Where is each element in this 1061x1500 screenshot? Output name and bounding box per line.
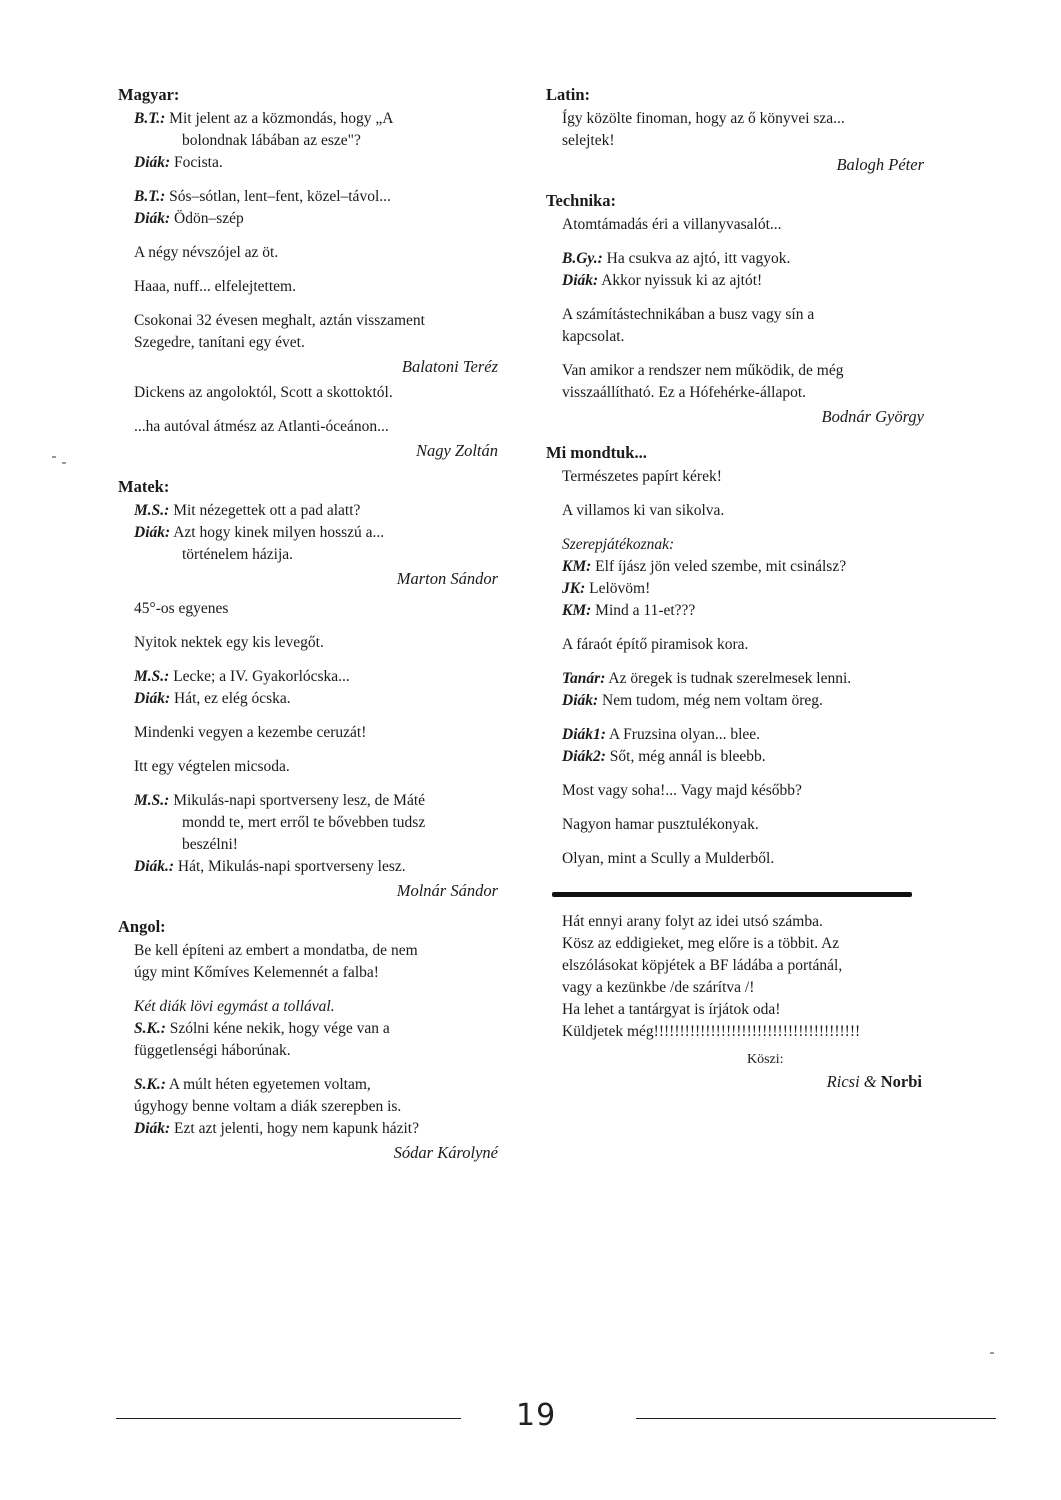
entry-line: Így közölte finoman, hogy az ő könyvei sza... [562,110,845,127]
speaker-label: Diák: [562,272,599,289]
entry-line [134,310,498,332]
closing-line: Küldjetek még!!!!!!!!!!!!!!!!!!!!!!!!!!!!!!!!!!!!!!!! [562,1023,861,1040]
entry [134,598,498,620]
speaker-label: B.Gy.: [562,250,603,267]
section-heading: Mi mondtuk... [546,443,647,462]
section-body [562,214,924,428]
entry-line [562,304,924,326]
line-text: Azt hogy kinek milyen hosszú a... [173,524,385,541]
closing-line: Hát ennyi arany folyt az idei utsó számba. [562,913,823,930]
line-text: Mindenki vegyen a kezembe ceruzát! [134,724,367,741]
section-latin [546,84,924,176]
entry-line [134,416,498,438]
footer-rule-left [116,1418,461,1419]
entry [562,534,924,622]
entry [562,304,924,348]
entry [562,248,924,292]
speaker-label: B.T.: [134,110,166,127]
speaker-label: B.T.: [134,188,166,205]
speaker-label: M.S.: [134,668,170,685]
entry-line [562,814,924,836]
line-text: Sőt, még annál is bleebb. [609,748,766,765]
line-text: visszaállítható. Ez a Hófehérke-állapot. [562,384,807,401]
line-text: Akkor nyissuk ki az ajtót! [601,272,763,289]
entry-line [562,360,924,382]
line-text: Az öregek is tudnak szerelmesek lenni. [608,670,852,687]
left-column [118,84,498,1164]
line-text: kapcsolat. [562,328,625,345]
line-text: Nem tudom, még nem voltam öreg. [602,692,823,709]
entry [562,634,924,656]
line-text: Haaa, nuff... elfelejtettem. [134,278,296,295]
line-text: Mind a 11-et??? [595,602,696,619]
section-heading: Technika: [546,191,616,210]
line-text: Szegedre, tanítani egy évet. [134,334,305,351]
closing-line: Ha lehet a tantárgyat is írjátok oda! [562,1001,781,1018]
speaker-label: M.S.: [134,502,170,519]
entry-line [562,214,924,236]
entry-line [562,248,924,270]
speaker-label: S.K.: [134,1020,166,1037]
section-body [134,108,498,462]
section-angol [118,916,498,1164]
speaker-label: Diák: [134,1120,171,1137]
entry [562,466,924,488]
entry-line [134,688,498,710]
entry-line [562,690,924,712]
entry-line [134,152,498,174]
signature-bold-name: Norbi [880,1072,922,1091]
entry [562,214,924,236]
entry-line [134,666,498,688]
section-heading: Angol: [118,917,166,936]
speaker-label: M.S.: [134,792,170,809]
author-signature: Molnár Sándor [396,881,498,900]
entry [134,310,498,354]
line-text: Nagyon hamar pusztulékonyak. [562,816,759,833]
section-magyar [118,84,498,462]
entry [134,790,498,878]
line-text: 45°-os egyenes [134,600,229,617]
entry-line [562,780,924,802]
entry [134,500,498,566]
stage-direction: Két diák lövi egymást a tollával. [134,998,335,1015]
line-text: A múlt héten egyetemen voltam, [168,1076,371,1093]
entry [134,996,498,1062]
speaker-label: Diák: [562,692,599,709]
section-heading: Latin: [546,85,591,104]
entry [134,722,498,744]
closing-line: vagy a kezünkbe /de szárítva /! [562,979,755,996]
line-text: Mit nézegettek ott a pad alatt? [173,502,361,519]
speaker-label: Diák1: [562,726,606,743]
line-text: Elf íjász jön veled szembe, mit csinálsz? [595,558,847,575]
line-text: Lecke; a IV. Gyakorlócska... [173,668,350,685]
entry-line [134,242,498,264]
line-text: A Fruzsina olyan... blee. [608,726,761,743]
line-text: úgyhogy benne voltam a diák szerepben is. [134,1098,402,1115]
entry [562,500,924,522]
entry [134,756,498,778]
author-signature: Balatoni Teréz [401,357,498,376]
line-text: Mikulás-napi sportverseny lesz, de Máté [173,792,426,809]
entry-line [134,940,498,962]
author-signature: Sódar Károlyné [393,1143,498,1162]
entry [134,1074,498,1140]
entry [562,814,924,836]
entry-line [562,724,924,746]
entry-line [134,1118,498,1140]
entry-line [562,382,924,404]
author-signature: Marton Sándor [396,569,498,588]
scan-mark [990,1352,994,1354]
line-text: Itt egy végtelen micsoda. [134,758,290,775]
line-text: A villamos ki van sikolva. [562,502,725,519]
closing-note [562,911,922,1093]
author-signature: Balogh Péter [836,155,924,174]
entry-line [134,1074,498,1096]
entry-line [134,382,498,404]
line-text: Most vagy soha!... Vagy majd később? [562,782,802,799]
line-text: Nyitok nektek egy kis levegőt. [134,634,324,651]
line-text: Atomtámadás éri a villanyvasalót... [562,216,782,233]
closing-line: elszólásokat köpjétek a BF ládába a portánál, [562,957,843,974]
entry [134,416,498,438]
line-continuation: mondd te, mert erről te bővebben tudsz [182,814,426,831]
entry-line [562,578,924,600]
closing-line: Kösz az eddigieket, meg előre is a többit. Az [562,935,840,952]
entry-line [562,556,924,578]
section-mi-mondtuk [546,442,924,870]
line-text: Mit jelent az a közmondás, hogy „A [169,110,394,127]
scan-mark [62,462,66,464]
entry-line [562,600,924,622]
speaker-label: Tanár: [562,670,606,687]
line-text: Ödön–szép [174,210,244,227]
entry [562,724,924,768]
line-continuation: történelem házija. [182,546,294,563]
closing-thanks: Köszi: [747,1052,784,1067]
divider-bar [552,892,912,897]
page-number: 19 [516,1398,557,1433]
entry-line [134,276,498,298]
speaker-label: Diák: [134,154,171,171]
entry-line: selejtek! [562,132,615,149]
right-column [546,84,924,1093]
line-text: Hát, ez elég ócska. [174,690,291,707]
section-body [134,500,498,902]
scan-mark [52,456,56,458]
section-technika [546,190,924,428]
line-text: Dickens az angoloktól, Scott a skottoktól. [134,384,393,401]
entry [134,276,498,298]
author-signature: Nagy Zoltán [415,441,498,460]
entry-line [562,668,924,690]
line-text: Ezt azt jelenti, hogy nem kapunk házit? [174,1120,419,1137]
speaker-label: KM: [562,602,592,619]
entry-line [134,856,498,878]
footer-rule-right [636,1418,996,1419]
line-text: Lelövöm! [589,580,651,597]
entry-line [134,332,498,354]
stage-direction: Szerepjátékoznak: [562,536,675,553]
entry [562,848,924,870]
line-text: A négy névszójel az öt. [134,244,279,261]
entry-line [134,108,498,130]
section-body [562,108,924,176]
line-text: A számítástechnikában a busz vagy sín a [562,306,815,323]
entry [134,666,498,710]
entry [562,668,924,712]
entry-line [134,632,498,654]
entry-line [562,270,924,292]
entry [134,632,498,654]
entry [134,242,498,264]
signature-names: Ricsi & [826,1072,877,1091]
entry-line [562,326,924,348]
line-text: Természetes papírt kérek! [562,468,722,485]
entry-line [134,1040,498,1062]
line-text: úgy mint Kőmíves Kelemennét a falba! [134,964,379,981]
line-text: függetlenségi háborúnak. [134,1042,291,1059]
line-text: Szólni kéne nekik, hogy vége van a [169,1020,390,1037]
line-text: Olyan, mint a Scully a Mulderből. [562,850,775,867]
line-text: Be kell építeni az embert a mondatba, de nem [134,942,418,959]
entry [134,940,498,984]
entry-line [562,500,924,522]
line-text: Focista. [174,154,223,171]
entry-line [134,1018,498,1040]
entry-line [134,722,498,744]
entry [562,780,924,802]
entry [562,360,924,404]
speaker-label: S.K.: [134,1076,166,1093]
entry-line [134,962,498,984]
speaker-label: KM: [562,558,592,575]
section-body [562,466,924,870]
speaker-label: JK: [562,580,586,597]
line-text: Ha csukva az ajtó, itt vagyok. [606,250,791,267]
section-heading: Magyar: [118,85,180,104]
entry [134,382,498,404]
line-text: Csokonai 32 évesen meghalt, aztán visszament [134,312,425,329]
line-text: Hát, Mikulás-napi sportverseny lesz. [177,858,406,875]
speaker-label: Diák: [134,524,171,541]
entry-line [134,790,498,812]
closing-signature [562,1071,922,1093]
section-heading: Matek: [118,477,170,496]
entry-line [562,746,924,768]
entry-line [562,466,924,488]
speaker-label: Diák: [134,690,171,707]
entry-line [134,208,498,230]
line-text: A fáraót építő piramisok kora. [562,636,749,653]
line-continuation: bolondnak lábában az esze"? [182,132,361,149]
section-matek [118,476,498,902]
entry [134,186,498,230]
entry-line [134,1096,498,1118]
entry-line [134,756,498,778]
entry-line [134,186,498,208]
author-signature: Bodnár György [821,407,924,426]
line-continuation: beszélni! [182,836,238,853]
section-body [134,940,498,1164]
entry [134,108,498,174]
line-text: Van amikor a rendszer nem működik, de még [562,362,844,379]
speaker-label: Diák2: [562,748,606,765]
speaker-label: Diák: [134,210,171,227]
line-text: Sós–sótlan, lent–fent, közel–távol... [169,188,391,205]
entry-line [562,634,924,656]
entry-line [562,848,924,870]
entry-line [134,500,498,522]
entry-line [134,598,498,620]
entry-line [134,522,498,544]
line-text: ...ha autóval átmész az Atlanti-óceánon... [134,418,389,435]
speaker-label: Diák.: [134,858,175,875]
